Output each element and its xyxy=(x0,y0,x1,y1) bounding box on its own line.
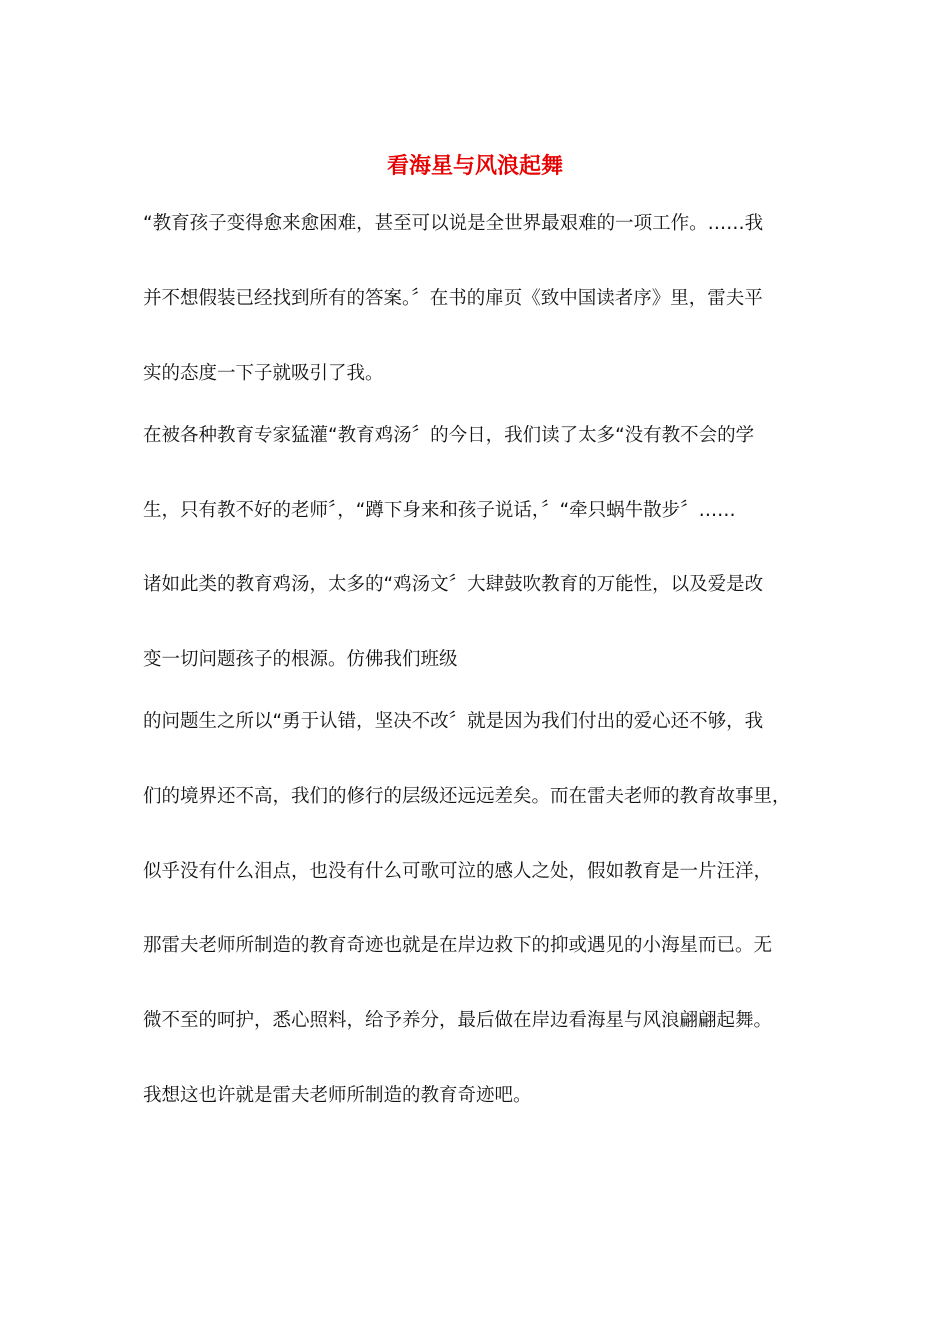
text-line: 并不想假装已经找到所有的答案。〞在书的扉页《致中国读者序》里，雷夫平 xyxy=(143,288,763,309)
text-line: 似乎没有什么泪点，也没有什么可歌可泣的感人之处，假如教育是一片汪洋， xyxy=(143,861,773,882)
text-line: 的问题生之所以“勇于认错，坚决不改〞就是因为我们付出的爱心还不够，我 xyxy=(143,711,764,732)
text-line: 在被各种教育专家猛灌“教育鸡汤〞的今日，我们读了太多“没有教不会的学 xyxy=(143,425,755,446)
text-line: 微不至的呵护，悉心照料，给予养分，最后做在岸边看海星与风浪翩翩起舞。 xyxy=(143,1010,773,1031)
text-line: 我想这也许就是雷夫老师所制造的教育奇迹吧。 xyxy=(143,1085,532,1106)
text-line: “教育孩子变得愈来愈困难，甚至可以说是全世界最艰难的一项工作。……我 xyxy=(143,213,764,234)
text-line: 们的境界还不高，我们的修行的层级还远远差矣。而在雷夫老师的教育故事里， xyxy=(143,786,791,807)
text-line: 生，只有教不好的老师〞，“蹲下身来和孩子说话，〞“牵只蜗牛散步〞…… xyxy=(143,500,736,521)
text-line: 诸如此类的教育鸡汤，太多的“鸡汤文〞大肆鼓吹教育的万能性，以及爱是改 xyxy=(143,574,764,595)
text-line: 实的态度一下子就吸引了我。 xyxy=(143,363,384,384)
text-line: 变一切问题孩子的根源。仿佛我们班级 xyxy=(143,649,458,670)
page-title: 看海星与风浪起舞 xyxy=(386,153,563,179)
text-line: 那雷夫老师所制造的教育奇迹也就是在岸边救下的抑或遇见的小海星而已。无 xyxy=(143,935,773,956)
